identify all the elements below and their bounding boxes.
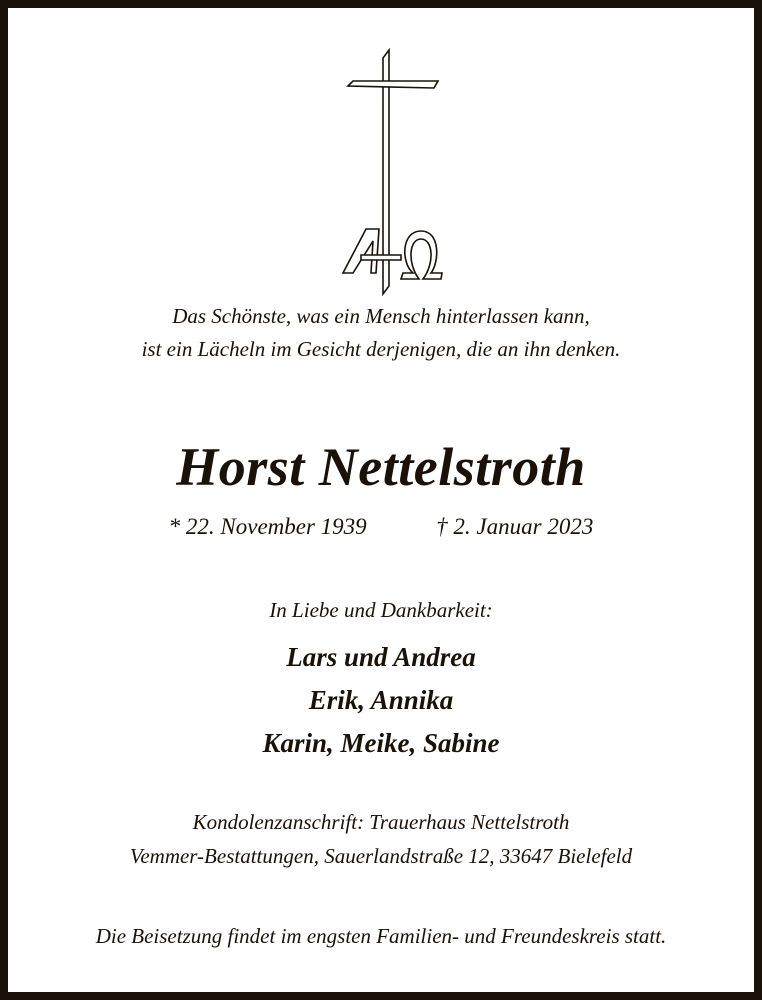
address-line: Vemmer-Bestattungen, Sauerlandstraße 12, 33647 Bielefeld [129,844,633,868]
cross-alpha-omega-icon [331,41,451,301]
address-line: Kondolenzanschrift: Trauerhaus Nettelstroth [192,810,570,834]
quote-line: ist ein Lächeln im Gesicht derjenigen, die an ihn denken. [141,337,621,361]
dedication: In Liebe und Dankbarkeit: [269,598,493,622]
condolence-address [8,805,754,873]
family-line: Lars und Andrea [286,642,476,672]
quote [8,300,754,366]
deceased-name: Horst Nettelstroth [176,437,586,497]
family-line: Erik, Annika [308,685,454,715]
death-date: † 2. Januar 2023 [436,514,594,539]
family-line: Karin, Meike, Sabine [262,728,500,758]
quote-line: Das Schönste, was ein Mensch hinterlassen kann, [172,304,590,328]
life-dates [8,514,754,540]
burial-note: Die Beisetzung findet im engsten Familien- und Freundeskreis statt. [95,924,667,948]
family-list [8,636,754,765]
birth-date: * 22. November 1939 [168,514,367,539]
